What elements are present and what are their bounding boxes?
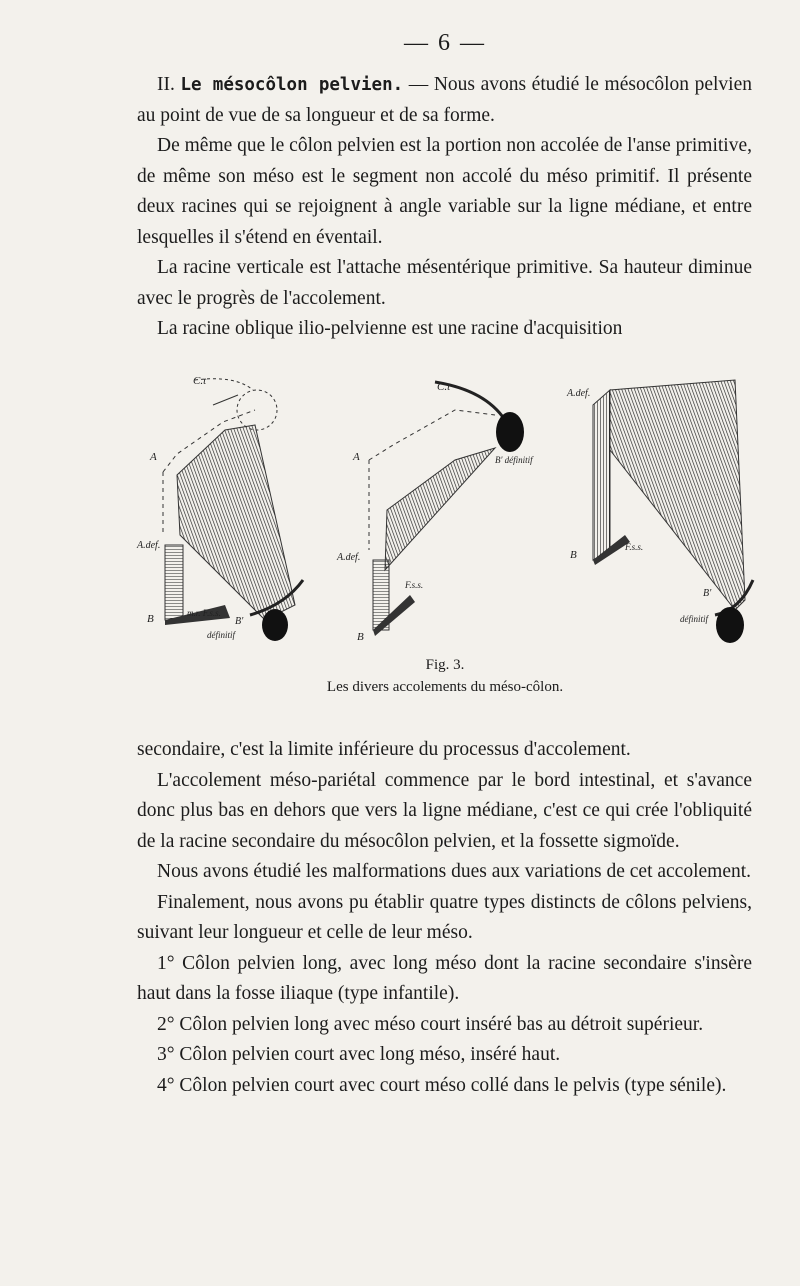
text-block-top — [137, 70, 752, 345]
colon-transverse-outline — [237, 390, 277, 430]
colon-section-1 — [262, 609, 288, 641]
figure-number: Fig. 3. — [425, 657, 465, 673]
meso-fan-hatch-2 — [385, 448, 495, 570]
paragraph: Nous avons étudié les malformations dues aux variations de cet accolement. — [157, 861, 752, 882]
label-adef-3: A.def. — [567, 388, 591, 399]
figure-panel-3 — [566, 380, 753, 643]
paragraph: secondaire, c'est la limite inférieure du processus d'accolement. — [137, 739, 631, 760]
figure-caption — [245, 654, 645, 698]
paragraph: Finalement, nous avons pu établir quatre types distincts de côlons pelviens, suivant leur longueur et celle de leur méso. — [137, 891, 752, 943]
vertical-root-hatch — [165, 545, 183, 620]
label-ct-2: C.t — [437, 381, 451, 393]
label-a-1: A — [150, 451, 157, 463]
label-fss-3: F.s.s. — [625, 542, 644, 552]
figure-panel-2 — [336, 381, 534, 643]
label-b-3: B — [570, 549, 577, 561]
paragraph: 3° Côlon pelvien court avec long méso, inséré haut. — [157, 1044, 561, 1065]
label-bprime-1: B' — [235, 616, 244, 627]
label-a-2: A — [353, 451, 360, 463]
label-definitif-3: définitif — [680, 614, 708, 624]
figure-3 — [135, 360, 765, 660]
figure-panel-1 — [136, 375, 303, 641]
label-definitif-1: définitif — [207, 630, 235, 640]
colon-section-2 — [496, 412, 524, 452]
section-title: Le mésocôlon pelvien. — [180, 75, 404, 95]
label-adef-1: A.def. — [137, 540, 161, 551]
colon-section-3 — [716, 607, 744, 643]
section-lead: — Nous avons étudié le mésocôlon pelvien au point de vue de sa longueur et de sa forme. — [137, 74, 753, 126]
page-number: — 6 — — [404, 30, 486, 56]
paragraph: La racine verticale est l'attache mésentérique primitive. Sa hauteur diminue avec le progrès de l'accolement. — [137, 257, 752, 309]
label-b-definitif-2: B' définitif — [495, 455, 533, 465]
meso-fan-hatch-3 — [610, 380, 745, 610]
label-fss-2: F.s.s. — [405, 580, 424, 590]
vertical-root-hatch-3 — [593, 390, 610, 560]
figure-caption-text: Les divers accolements du méso-côlon. — [326, 679, 564, 695]
label-b-1: B — [147, 613, 154, 625]
paragraph: La racine oblique ilio-pelvienne est une racine d'acquisition — [157, 318, 623, 339]
text-block-bottom — [137, 735, 752, 1101]
label-b-2: B — [357, 631, 364, 643]
label-mr-fss: m.r. F.s.s. — [187, 608, 221, 618]
figure-illustration — [135, 360, 765, 660]
paragraph: 2° Côlon pelvien long avec méso court inséré bas au détroit supérieur. — [157, 1013, 704, 1035]
paragraph: 1° Côlon pelvien long, avec long méso dont la racine secondaire s'insère haut dans la fosse iliaque (type infantile). — [137, 952, 752, 1004]
label-adef-2: A.def. — [337, 552, 361, 563]
label-ct-1: C.t — [193, 375, 207, 387]
paragraph: L'accolement méso-pariétal commence par le bord intestinal, et s'avance donc plus bas en dehors que vers la ligne médiane, c'est ce qui crée l'obliquité de la racine secondaire du mésocôlon pelvien, et la fossette sigmoïde. — [137, 769, 752, 852]
paragraph: De même que le côlon pelvien est la portion non accolée de l'anse primitive, de même son méso est le segment non accolé du méso primitif. Il présente deux racines qui se rejoignent à angle variable sur la ligne médiane, et entre lesquelles il s'étend en éventail. — [137, 135, 752, 248]
meso-fan-hatch — [177, 425, 295, 620]
section-label: II. — [157, 74, 175, 95]
paragraph: 4° Côlon pelvien court avec court méso collé dans le pelvis (type sénile). — [157, 1074, 727, 1096]
section-paragraph — [137, 70, 752, 131]
label-bprime-3: B' — [703, 588, 712, 599]
